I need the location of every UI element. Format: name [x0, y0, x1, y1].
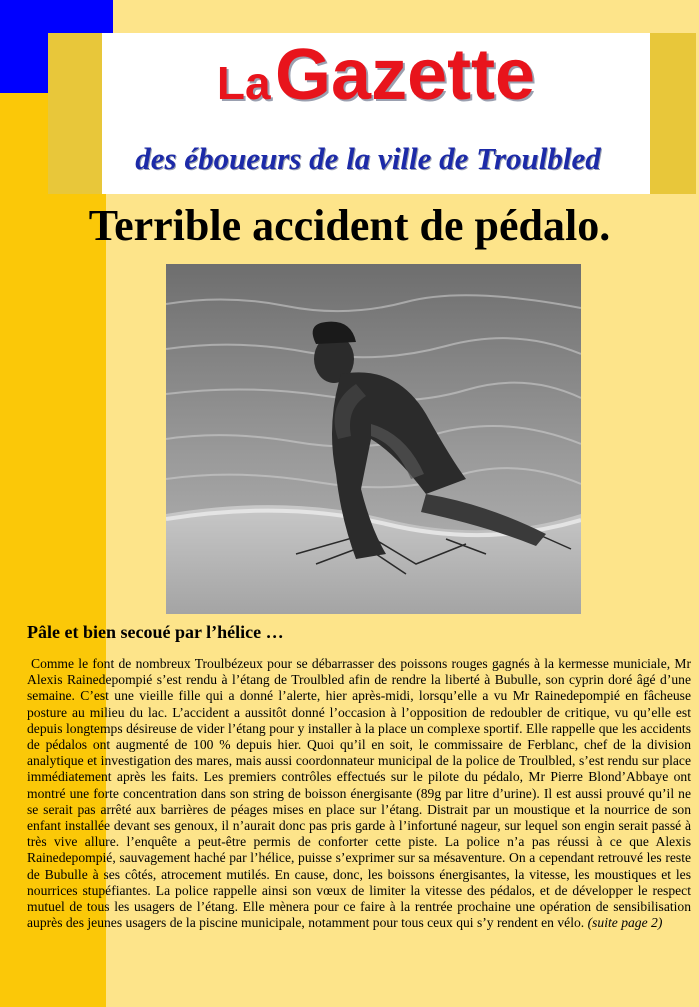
article-subheading: Pâle et bien secoué par l’hélice …: [27, 622, 284, 642]
beach-figure-photo: [166, 264, 581, 614]
masthead-title: [102, 35, 650, 115]
masthead-subtitle: des ébo​ueurs de la ville de Troulbled: [135, 141, 601, 176]
masthead-title-la: La: [216, 57, 271, 109]
article-text: Comme le font de nombreux Troulbézeux pour se débarrasser des poissons rouges gagnés à la kermesse municiale, Mr Alexis Rainedepompié s’est rendu à l’étang de Troulbled afin de rendre la liberté à Bubulle, son cyprin doré âgé d’une semaine. C’est une vieille fille qui a donné l’alerte, hier après-midi, lorsqu’elle a vu Mr Rainedepompié en fâcheuse posture au milieu du lac. L’accident a aussitôt donné l’occasion à l’opposition de redoubler de critique, vu qu’elle est depuis longtemps désireuse de vider l’étang pour y installer à la place un complexe sportif. Elle rappelle que les accidents de pédalos ont augmenté de 100 % depuis hier. Quoi qu’il en soit, le commissaire de Ferblanc, chef de la division analytique et investigation des mares, mais aussi coordonnateur municipal de la police de Troulbled, s’est rendu sur place immédiatement après les faits. Les premiers contrôles effectués sur le pilote du pédalo, Mr Pierre Blond’Abbaye ont montré une forte concentration dans son string de boisson énergisante (89g par litre d’urine). Il est aussi prouvé qu’il ne se serait pas arrêté aux barrières de péages mises en place sur l’étang. Distrait par un moustique et la nourrice de son enfant installée devant ses genoux, il n’aurait donc pas pris garde à l’infortuné nageur, sur lequel son engin serait passé à très vive allure. l’enquête a peut-être permis de conforter cette piste. La police n’a pas réussi à ce que Alexis Rainedepompié, sauvagement haché par l’hélice, puisse s’exprimer sur sa mésaventure. On a cependant retrouvé les reste de Bubulle à ses côtés, atrocement mutilés. En cause, donc, les boissons énergisantes, la vitesse, les moustiques et les nourrices stupéfiantes. La police rappelle ainsi son vœux de limiter la vitesse des pédalos, et de développer le respect mutuel de tous les usagers de l’étang. Elle mènera pour ce faire à la rentrée prochaine une opération de sensibilisation auprès des jeunes usagers de la piscine municipale, notamment pour tous ceux qui s’y rendent en vélo.: [27, 656, 691, 931]
article-paragraph: [27, 656, 691, 931]
article-body: [27, 656, 691, 931]
photo-illustration: [166, 264, 581, 614]
masthead: [102, 33, 650, 194]
masthead-title-gazette: Gazette: [275, 35, 536, 115]
page-title: Terrible accident de pédalo.: [88, 201, 611, 250]
continuation-note: (suite page 2): [587, 915, 663, 931]
